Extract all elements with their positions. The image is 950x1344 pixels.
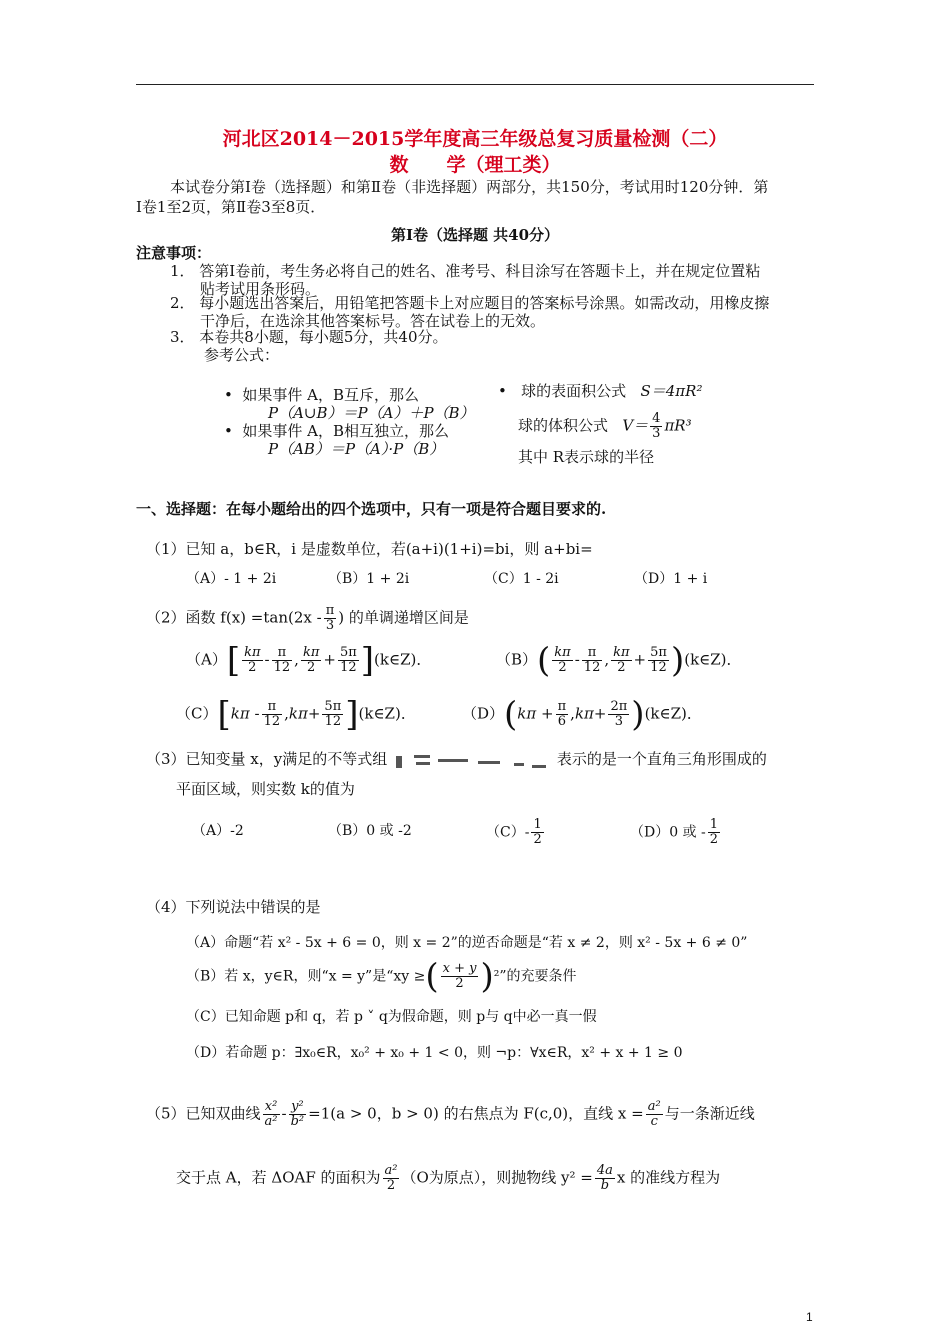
formula-label: 参考公式： — [204, 346, 280, 364]
formula-radius-note: 其中 R表示球的半径 — [518, 448, 655, 466]
notes-heading: 注意事项： — [136, 244, 212, 262]
question-2-option-d: （D）(kπ + $\frac{\pi}{6}$ ,kπ+ $\frac{2\pi}{3}$ )(k∈Z)． — [462, 694, 702, 735]
inequality-system-image — [392, 750, 552, 770]
note-2: 2． 每小题选出答案后，用铅笔把答题卡上对应题目的答案标号涂黑。如需改动，用橡皮擦 — [170, 294, 770, 312]
question-2-option-c: （C）[kπ - $\frac{\pi}{12}$ ,kπ+ $\frac{5\pi}{12}$ ](k∈Z)． — [176, 694, 416, 735]
question-3-stem: （3）已知变量 x，y满足的不等式组 表示的是一个直角三角形围成的 — [146, 750, 767, 768]
formula-union: P（A∪B）＝P（A）＋P（B） — [268, 404, 475, 422]
question-3-option-a: （A）-2 — [192, 823, 244, 839]
question-4-option-b: （B）若 x，y∈R，则“x = y”是“xy ≥( $\frac{x + y}{2}$ )²”的充要条件 — [186, 956, 577, 997]
question-4-stem: （4）下列说法中错误的是 — [146, 898, 321, 916]
question-2-option-b: （B）( $\frac{k\pi}{2}$ - $\frac{\pi}{12}$ , $\frac{k\pi}{2}$ + $\frac{5\pi}{12}$ )(k∈Z)． — [496, 640, 742, 681]
formula-independent: • 如果事件 A，B相互独立，那么 — [224, 422, 450, 440]
intro-line-1: 本试卷分第Ⅰ卷（选择题）和第Ⅱ卷（非选择题）两部分，共150分，考试用时120分钟．第 — [170, 178, 769, 196]
intro-line-2: Ⅰ卷1至2页，第Ⅱ卷3至8页． — [136, 198, 326, 216]
page-number: 1 — [806, 1310, 813, 1324]
formula-sphere-area: • 球的表面积公式 S＝4πR² — [498, 382, 703, 400]
question-3-option-d: （D）0 或 - $\frac{1}{2}$ — [630, 817, 719, 847]
formula-product: P（AB）＝P（A）·P（B） — [268, 440, 445, 458]
formula-mutex: • 如果事件 A，B互斥，那么 — [224, 386, 420, 404]
question-3-option-c: （C）- $\frac{1}{2}$ — [486, 817, 542, 847]
formula-sphere-volume: 球的体积公式 V＝ $\frac{4}{3}$ πR³ — [518, 411, 692, 441]
question-1-option-d: （D）1 + i — [634, 571, 708, 587]
question-5-stem-cont: 交于点 A，若 ΔOAF 的面积为 $\frac{\text{a²}}{2}$ （O为原点），则抛物线 y² = $\frac{4a}{b}$ x 的准线方程为 — [176, 1163, 721, 1193]
question-3-option-b: （B）0 或 -2 — [328, 823, 412, 839]
question-4-option-a: （A）命题“若 x² - 5x + 6 = 0，则 x = 2”的逆否命题是“若 x ≠ 2，则 x² - 5x + 6 ≠ 0” — [186, 935, 748, 951]
question-1-option-a: （A）- 1 + 2i — [186, 571, 277, 587]
question-5-stem: （5）已知双曲线 $\frac{\text{x²}}{\text{a²}}$ - $\frac{\text{y²}}{\text{b²}}$ =1(a > 0，b > 0) 的右焦点为 F(c,0)，直线 x = $\frac{\text{a²}}{c}$ 与一条渐近线 — [146, 1099, 755, 1129]
note-2-cont: 干净后，在选涂其他答案标号。答在试卷上的无效。 — [200, 312, 546, 330]
note-3: 3． 本卷共8小题，每小题5分，共40分。 — [170, 328, 448, 346]
question-2-stem: （2）函数 f(x) =tan(2x - $\frac{\pi}{3}$ ) 的单调递增区间是 — [146, 603, 469, 633]
question-1-stem: （1）已知 a，b∈R，i 是虚数单位，若(a+i)(1+i)=bi，则 a+bi= — [146, 540, 593, 558]
question-2-option-a: （A）[ $\frac{k\pi}{2}$ - $\frac{\pi}{12}$ , $\frac{k\pi}{2}$ + $\frac{5\pi}{12}$ ](k∈Z)． — [186, 640, 432, 681]
exam-title: 河北区2014－2015学年度高三年级总复习质量检测（二） — [222, 128, 728, 150]
note-1: 1． 答第Ⅰ卷前，考生务必将自己的姓名、准考号、科目涂写在答题卡上，并在规定位置粘 — [170, 262, 761, 280]
question-4-option-c: （C）已知命题 p和 q，若 p ˅ q为假命题，则 p与 q中必一真一假 — [186, 1009, 597, 1025]
top-rule — [136, 84, 814, 85]
part-one-title: 第Ⅰ卷（选择题 共40分） — [390, 226, 560, 244]
question-1-option-c: （C）1 - 2i — [484, 571, 559, 587]
note-1-cont: 贴考试用条形码。 — [200, 280, 321, 298]
question-4-option-d: （D）若命题 p：∃x₀∈R，x₀² + x₀ + 1 < 0，则 ¬p：∀x∈R，x² + x + 1 ≥ 0 — [186, 1045, 683, 1061]
question-3-stem-cont: 平面区域，则实数 k的值为 — [176, 780, 355, 798]
exam-subject: 数 学（理工类） — [389, 154, 561, 176]
section-one-heading: 一、选择题：在每小题给出的四个选项中，只有一项是符合题目要求的. — [136, 500, 607, 518]
question-1-option-b: （B）1 + 2i — [328, 571, 410, 587]
